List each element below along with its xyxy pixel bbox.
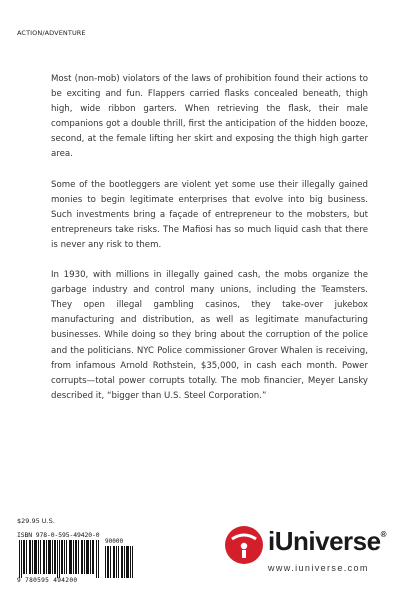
paragraph: Most (non-mob) violators of the laws of prohibition found their actions to be exciting and fun. Flappers carried flasks concealed beneath, thigh high, wide ribbon garters. When retrieving the flask, their male companions got a double thrill, first the anticipation of the hidden booze, second, at the female lifting her skirt and exposing the thigh high garter area. [51, 74, 368, 160]
barcode-addon-bars-icon [105, 546, 133, 578]
barcode-addon-number: 90000 [105, 538, 124, 545]
isbn-number: ISBN 978-0-595-49420-0 [17, 531, 100, 539]
ean-number: 9 780595 494200 [17, 577, 78, 584]
publisher-url: www.iuniverse.com [268, 563, 369, 573]
barcode-bars-icon [19, 540, 99, 578]
back-cover-copy [51, 72, 368, 419]
price-label: $29.95 U.S. [17, 517, 55, 525]
paragraph: Some of the bootleggers are violent yet some use their illegally gained monies to begin legitimate enterprises that evolve into big business. Such investments bring a façade of entrepreneur to the mobsters, but entrepreneurs take risks. The Mafiosi has so much liquid cash that there is never any risk to them. [51, 179, 368, 250]
isbn-barcode [17, 531, 135, 585]
genre-label: ACTION/ADVENTURE [17, 29, 86, 37]
paragraph: In 1930, with millions in illegally gained cash, the mobs organize the garbage industry and control many unions, including the Teamsters. They open illegal gambling casinos, they take-over jukebox manufacturing and distribution, as well as legitimate manufacturing businesses. While doing so they bring about the corruption of the police and the politicians. NYC Police commissioner Grover Whalen is receiving, from infamous Arnold Rothstein, $35,000, in cash each month. Power corrupts—total power corrupts totally. The mob financier, Meyer Lansky described it, “bigger than U.S. Steel Corporation.” [51, 270, 368, 401]
publisher-name: iUniverse® [268, 526, 386, 556]
iuniverse-logo [224, 525, 394, 577]
iuniverse-emblem-icon [224, 525, 264, 565]
